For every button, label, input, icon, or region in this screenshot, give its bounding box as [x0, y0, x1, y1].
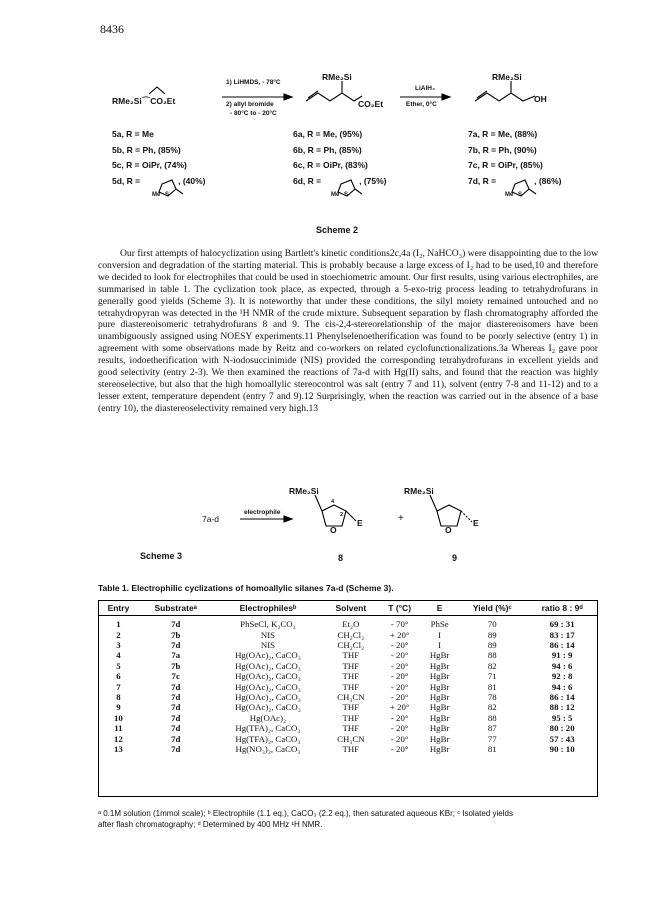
- compound-5a: 5a, R = Me: [112, 129, 154, 139]
- table-cell: - 70°: [390, 619, 409, 630]
- table-cell: 77: [487, 733, 497, 744]
- col-header-ratio: ratio 8 : 9ᵈ: [526, 601, 598, 616]
- thienyl-me-1: Me: [152, 192, 161, 198]
- compound-6d: 6d, R =: [293, 175, 322, 186]
- scheme-3-o-9: O: [445, 525, 452, 535]
- scheme-3-plus: +: [398, 513, 404, 524]
- table-cell: 7b: [171, 629, 181, 640]
- table-cell: - 20°: [390, 660, 409, 671]
- body-paragraph-1: Our first attempts of halocyclization using Bartlett's kinetic conditions2c,4a (I₂, NaHCO₃) were disappointing due to the low conversion and degradation of the starting material. This is probably because a large excess of I₂ had to be used,10 and therefore we decided to look for electrophiles that could be used in stoechiometric amount. Our first results, using various electrophiles, are summarised in table 1. The cyclization took place, as expected, through a 5-exo-trig process leading to tetrahydrofurans in generally good yields (Scheme 3). It is noteworthy that under these conditions, the silyl moiety remained untouched and no tetrahydropyran was detected in the ¹H NMR of the crude mixture. Subsequent separation by flash chromatography afforded the pure diastereoisomeric tetrahydrofurans 8 and 9. The cis-2,4-stereorelationship of the major diastereoisomers have been unambiguously assigned using NOESY experiments.11 Phenylselenoetherification was found to be poorly selective (entry 1) in agreement with some observations made by Reitz and co-workers on related cyclofunctionalizations.3a Whereas I₂ gave poor results, iodoetherification with N-iodosuccinimide (NIS) provided the corresponding tetrahydrofurans in excellent yields and good selectivity (entry 2-3). We then examined the reactions of 7a-d with Hg(II) salts, and found that the reaction was highly stereoselective, but also that the high homoallylic stereocontrol was salt (entry 7 and 11), solvent (entry 7-8 and 11-12) and to a lesser extent, temperature dependent (entry 7 and 9).12 Surprisingly, when the reaction was carried out in the absence of a base (entry 10), the diastereoselectivity remained very high.13: [98, 248, 598, 414]
- table-cell: 81: [487, 743, 497, 754]
- table-cell: - 20°: [390, 733, 409, 744]
- table-cell: - 20°: [390, 691, 409, 702]
- table-cell: 7d: [171, 702, 181, 713]
- mid-ester-label: CO₂Et: [358, 99, 384, 109]
- compound-6a: 6a, R = Me, (95%): [293, 129, 363, 139]
- scheme-3-locant-4: 4: [331, 499, 335, 505]
- table-cell: 1: [116, 619, 121, 630]
- scheme-3-e-9: E: [473, 518, 479, 528]
- table-row: [98, 692, 598, 702]
- table-cell: Hg(OAc)₂, CaCO₃: [235, 671, 301, 682]
- table-cell: 71: [487, 671, 497, 682]
- table-row: [98, 671, 598, 681]
- table-row: [98, 630, 598, 640]
- thienyl-s-2: S: [344, 192, 349, 198]
- col-header-temperature: T (°C): [378, 601, 421, 616]
- table-cell: 86 : 14: [549, 639, 575, 650]
- table-cell: + 20°: [389, 629, 410, 640]
- table-cell: HgBr: [429, 702, 450, 713]
- table-cell: - 20°: [390, 681, 409, 692]
- table-cell: 87: [487, 723, 497, 734]
- thf-9-si-bond: [430, 495, 437, 511]
- reagents-2-line-1: LiAlH₄: [415, 85, 436, 92]
- scheme-3-si-9: RMe₂Si: [404, 486, 434, 496]
- table-cell: THF: [342, 743, 360, 754]
- col-header-substrate: Substrateᵃ: [139, 601, 213, 616]
- table-cell: 7d: [171, 639, 181, 650]
- table-cell: 6: [116, 671, 121, 682]
- table-cell: - 20°: [390, 671, 409, 682]
- table-cell: CH₃CN: [337, 733, 365, 744]
- table-cell: 7b: [171, 660, 181, 671]
- table-cell: 86 : 14: [549, 691, 575, 702]
- table-cell: 4: [116, 650, 121, 661]
- table-cell: HgBr: [429, 650, 450, 661]
- table-cell: + 20°: [389, 702, 410, 713]
- table-cell: CH₂Cl₂: [337, 629, 365, 640]
- table-cell: 7d: [171, 681, 181, 692]
- compound-5d-yield: , (40%): [178, 175, 206, 186]
- scheme-3-title: Scheme 3: [140, 551, 183, 561]
- thf-9-e-bond: [461, 511, 472, 522]
- reagents-2-line-2: Ether, 0°C: [406, 101, 437, 108]
- table-cell: - 20°: [390, 723, 409, 734]
- end-oh-label: OH: [534, 94, 547, 104]
- table-cell: HgBr: [429, 691, 450, 702]
- table-cell: 81: [487, 681, 497, 692]
- table-row: [98, 702, 598, 712]
- table-cell: THF: [342, 712, 360, 723]
- scheme-3-arrow-label: electrophile: [244, 509, 281, 516]
- thf-ring-9: [437, 505, 461, 526]
- reagents-1-line-2: 2) allyl bromide: [226, 101, 274, 108]
- thf-8-e-bond: [346, 511, 356, 521]
- table-cell: THF: [342, 660, 360, 671]
- table-cell: THF: [342, 671, 360, 682]
- table-cell: 7d: [171, 743, 181, 754]
- col-header-solvent: Solvent: [323, 601, 378, 616]
- col-header-electrophiles: Electrophilesᵇ: [213, 601, 324, 616]
- col-header-yield: Yield (%)ᶜ: [458, 601, 526, 616]
- compound-6d-yield: , (75%): [359, 175, 387, 186]
- table-cell: 78: [487, 691, 497, 702]
- table-footnote: [98, 808, 598, 830]
- table-cell: 70: [487, 619, 497, 630]
- table-row: [98, 682, 598, 692]
- table-cell: 8: [116, 691, 121, 702]
- scheme-3-arrow-head: [284, 516, 292, 522]
- table-cell: THF: [342, 681, 360, 692]
- table-cell: 80 : 20: [549, 723, 575, 734]
- table-row: [98, 744, 598, 754]
- table-cell: 7c: [171, 671, 180, 682]
- table-cell: THF: [342, 702, 360, 713]
- scheme-3-label-8: 8: [338, 553, 344, 563]
- table-row: [98, 640, 598, 650]
- table-cell: CH₃CN: [337, 691, 365, 702]
- scheme-2-title: Scheme 2: [316, 225, 359, 235]
- table-cell: 69 : 31: [549, 619, 575, 630]
- table-cell: 5: [116, 660, 121, 671]
- table-cell: - 20°: [390, 712, 409, 723]
- table-cell: CH₂Cl₂: [337, 639, 365, 650]
- table-cell: 3: [116, 639, 121, 650]
- table-cell: 7d: [171, 619, 181, 630]
- table-cell: THF: [342, 723, 360, 734]
- scheme-3-label-9: 9: [452, 553, 458, 563]
- table-cell: I: [438, 639, 442, 650]
- end-si-label: RMe₂Si: [492, 72, 522, 82]
- table-cell: NIS: [260, 629, 276, 640]
- table-cell: Hg(OAc)₂, CaCO₃: [235, 650, 301, 661]
- table-cell: HgBr: [429, 743, 450, 754]
- scheme-3-locant-2: 2: [340, 512, 344, 518]
- table-cell: - 20°: [390, 650, 409, 661]
- table-cell: 2: [116, 629, 121, 640]
- table-cell: HgBr: [429, 681, 450, 692]
- table-cell: THF: [342, 650, 360, 661]
- scheme-3-o-8: O: [330, 525, 337, 535]
- scheme-3-e-8: E: [357, 518, 363, 528]
- table-row: [98, 723, 598, 733]
- table-header-row: [98, 601, 598, 616]
- table-cell: Hg(OAc)₂: [249, 712, 287, 723]
- results-table: [98, 600, 598, 754]
- table-cell: 7: [116, 681, 121, 692]
- table-cell: PhSe: [430, 619, 449, 630]
- table-cell: 13: [114, 743, 123, 754]
- table-cell: 9: [116, 702, 121, 713]
- table-cell: 88: [487, 650, 497, 661]
- table-cell: 11: [114, 723, 123, 734]
- table-cell: 83 : 17: [549, 629, 575, 640]
- table-cell: 82: [487, 660, 497, 671]
- table-cell: 7d: [171, 691, 181, 702]
- table-row: [98, 661, 598, 671]
- thienyl-me-2: Me: [331, 192, 340, 198]
- table-cell: Hg(TFA)₂, CaCO₃: [235, 733, 301, 744]
- mid-si-label: RMe₂Si: [322, 72, 352, 82]
- table-cell: - 20°: [390, 743, 409, 754]
- start-compound-label: RMe₂Si⌒CO₂Et: [112, 96, 176, 106]
- thf-8-si-bond: [315, 495, 322, 511]
- compound-7c: 7c, R = OiPr, (85%): [468, 160, 543, 170]
- table-cell: HgBr: [429, 660, 450, 671]
- footnote-line-2: after flash chromatography; ᵈ Determined by 400 MHz ¹H NMR.: [98, 820, 323, 829]
- table-cell: Hg(OAc)₂, CaCO₃: [235, 702, 301, 713]
- table-cell: NIS: [260, 639, 276, 650]
- compound-5b: 5b, R = Ph, (85%): [112, 144, 181, 155]
- compound-7d: 7d, R =: [468, 175, 497, 186]
- table-cell: Hg(TFA)₂, CaCO₃: [235, 723, 301, 734]
- compound-7b: 7b, R = Ph, (90%): [468, 144, 537, 155]
- thienyl-s-3: S: [518, 192, 523, 198]
- thienyl-s-1: S: [165, 192, 170, 198]
- table-body: [98, 616, 598, 755]
- table-cell: 95 : 5: [551, 712, 573, 723]
- table-cell: PhSeCl, K₂CO₃: [240, 619, 296, 630]
- table-cell: 92 : 8: [551, 671, 573, 682]
- table-cell: 94 : 6: [551, 660, 573, 671]
- compound-5d: 5d, R =: [112, 175, 141, 186]
- table-cell: 89: [487, 629, 497, 640]
- table-cell: - 20°: [390, 639, 409, 650]
- table-cell: HgBr: [429, 671, 450, 682]
- reagents-1-line-1: 1) LiHMDS, - 78°C: [226, 79, 281, 86]
- table-cell: 12: [114, 733, 123, 744]
- table-cell: 10: [114, 712, 123, 723]
- compound-6b: 6b, R = Ph, (85%): [293, 144, 362, 155]
- table-cell: Et₂O: [342, 619, 360, 630]
- table-row: [98, 616, 598, 630]
- col-header-e: E: [421, 601, 458, 616]
- scheme-3-start: 7a-d: [202, 514, 220, 524]
- table-cell: 88: [487, 712, 497, 723]
- table-cell: Hg(OAc)₂, CaCO₃: [235, 691, 301, 702]
- page-number: 8436: [100, 22, 124, 36]
- table-caption: Table 1. Electrophilic cyclizations of homoallylic silanes 7a-d (Scheme 3).: [98, 583, 394, 593]
- compound-6c: 6c, R = OiPr, (83%): [293, 160, 368, 170]
- table-cell: 88 : 12: [549, 702, 575, 713]
- table-cell: 89: [487, 639, 497, 650]
- table-cell: 90 : 10: [549, 743, 575, 754]
- table-cell: 7d: [171, 723, 181, 734]
- compound-7a: 7a, R = Me, (88%): [468, 129, 538, 139]
- table-cell: 7d: [171, 712, 181, 723]
- reagents-1-line-3: - 80°C to - 20°C: [230, 110, 277, 117]
- col-header-entry: Entry: [98, 601, 139, 616]
- compound-7d-yield: , (86%): [534, 175, 562, 186]
- table-row: [98, 713, 598, 723]
- table-cell: 7d: [171, 733, 181, 744]
- compound-5c: 5c, R = OiPr, (74%): [112, 160, 187, 170]
- scheme-3-si-8: RMe₂Si: [289, 486, 319, 496]
- footnote-line-1: ᵃ 0.1M solution (1mmol scale); ᵇ Electrophile (1.1 eq.), CaCO₃ (2.2 eq.), then saturated aqueous KBr; ᶜ Isolated yields: [98, 809, 513, 818]
- table-row: [98, 650, 598, 660]
- thienyl-me-3: Me: [505, 192, 514, 198]
- table-cell: 7a: [171, 650, 181, 661]
- table-cell: 91 : 9: [551, 650, 573, 661]
- table-cell: 94 : 6: [551, 681, 573, 692]
- table-cell: Hg(OAc)₂, CaCO₃: [235, 681, 301, 692]
- table-cell: HgBr: [429, 712, 450, 723]
- table-cell: Hg(NO₃)₂, CaCO₃: [235, 743, 301, 754]
- table-cell: HgBr: [429, 733, 450, 744]
- table-cell: 57 : 43: [549, 733, 575, 744]
- table-row: [98, 734, 598, 744]
- table-cell: Hg(OAc)₂, CaCO₃: [235, 660, 301, 671]
- table-cell: 82: [487, 702, 497, 713]
- table-cell: HgBr: [429, 723, 450, 734]
- table-cell: I: [438, 629, 442, 640]
